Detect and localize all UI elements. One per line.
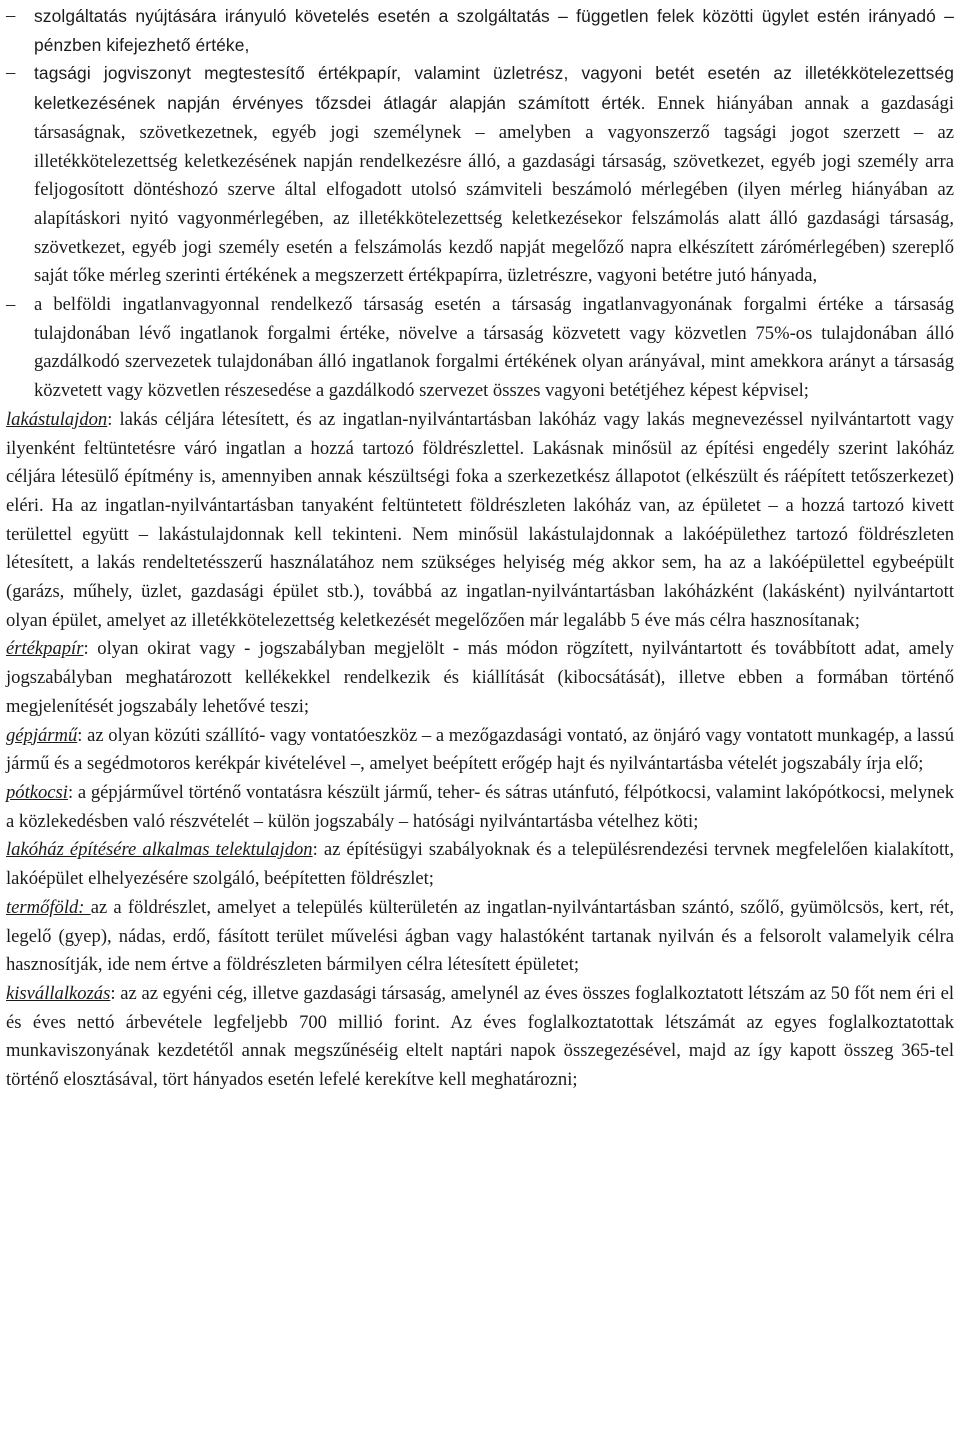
- definition-lakastulajdon: [6, 406, 954, 636]
- definition-gepjarmu: [6, 722, 954, 779]
- definition-term: termőföld:: [6, 896, 91, 918]
- definition-text: : az olyan közúti szállító- vagy vontatóeszköz – a mezőgazdasági vontató, az önjáró vagy vontatott munkagép, a lassú jármű és a segédmotoros kerékpár kivételével –, amelyet beépített erőgép hajt és nyilvántartásba vételét jogszabály írja elő;: [6, 724, 954, 775]
- definition-text: : olyan okirat vagy - jogszabályban megjelölt - más módon rögzített, nyilvántartott és továbbított adat, amely jogszabályban meghatározott kellékekkel rendelkezik és kiállítását (kibocsátását), illetve ebben a formában történő megjelenítését jogszabály lehetővé teszi;: [6, 638, 954, 717]
- definition-term: értékpapír: [6, 638, 84, 660]
- list-item-text: [34, 59, 954, 291]
- definition-term: lakóház építésére alkalmas telektulajdon: [6, 839, 313, 861]
- definition-text: az a földrészlet, amelyet a település külterületén az ingatlan-nyilvántartásban szántó, szőlő, gyümölcsös, kert, rét, legelő (gyep), nádas, erdő, fásított terület művelési ágban vagy halastóként tartanak nyilván és a felsorolt valamelyik célra hasznosítják, ide nem értve a földrészleten bármilyen célra létesített épületet;: [6, 896, 954, 976]
- definition-term: gépjármű: [6, 724, 78, 746]
- definition-kisvallalkozas: [6, 980, 954, 1095]
- definition-term: kisvállalkozás: [6, 982, 111, 1004]
- definition-lakohaz-telektulajdon: [6, 836, 954, 893]
- list-item-text-sans-part: tagsági jogviszonyt megtestesítő értékpapír, valamint üzletrész, vagyoni betét esetén az illetékkötelezettség keletkezésének napján érvényes tőzsdei átlagár alapján számított érték.: [34, 63, 954, 114]
- definition-text: : az az egyéni cég, illetve gazdasági társaság, amelynél az éves összes foglalkoztatott létszám az 50 főt nem éri el és éves nettó árbevétele legfeljebb 700 millió forint. Az éves foglalkoztatottak létszámát az egyes foglalkoztatottak munkaviszonyának kezdetétől annak megszűnéséig eltelt naptári napok összegezésével, majd az így kapott összeg 365-tel történő elosztásával, tört hányados esetén lefelé kerekítve kell meghatározni;: [6, 982, 954, 1091]
- definition-text: : lakás céljára létesített, és az ingatlan-nyilvántartásban lakóház vagy lakás megnevezéssel nyilvántartott vagy ilyenként feltüntetésre váró ingatlan a hozzá tartozó földrészlettel. Lakásnak minősül az építési engedély szerint lakóház céljára létesülő építmény is, amennyiben annak készültségi foka a szerkezetkész állapotot (elkészült és ráépített tetőszerkezet) eléri. Ha az ingatlan-nyilvántartásban tanyaként feltüntetett földrészleten lakóház van, az épületet – a hozzá tartozó kivett területtel együtt – lakástulajdonnak kell tekinteni. Nem minősül lakástulajdonnak a lakóépülethez tartozó földrészleten létesített, a lakás rendeltetésszerű használatához nem szükséges helyiség még akkor sem, ha az a lakóépülettel egybeépült (garázs, műhely, üzlet, gazdasági épület stb.), továbbá az ingatlan-nyilvántartásban lakóházként (lakásként) nyilvántartott olyan épület, amelyet az illetékkötelezettség keletkezését megelőzően már legalább 5 éve más célra hasznosítanak;: [6, 408, 954, 631]
- definition-text: : az építésügyi szabályoknak és a településrendezési tervnek megfelelően kialakított, lakóépület elhelyezésére szolgáló, beépítetten földrészlet;: [6, 839, 954, 890]
- definition-term: pótkocsi: [6, 781, 68, 803]
- dash-marker: –: [6, 62, 16, 84]
- list-item: [6, 291, 954, 406]
- definition-potkocsi: [6, 779, 954, 836]
- list-item-text-serif-part: Ennek hiányában annak a gazdasági társaságnak, szövetkezetnek, egyéb jogi személynek – amelyben a vagyonszerző tagsági jogot szerzett – az illetékkötelezettség keletkezésének napján rendelkezésre álló, a gazdasági társaság, szövetkezet, egyéb jogi személy arra feljogosított döntéshozó szerve által elfogadott utolsó számviteli beszámoló mérlegében (ilyen mérleg hiányában az alapításkori nyitó vagyonmérlegében, az illetékkötelezettség keletkezésekor felszámolás alatt álló gazdasági társaság, szövetkezet, egyéb jogi személy esetén a felszámolás kezdő napját megelőző napra elkészített zárómérlegében) szereplő saját tőke mérleg szerinti értékének a megszerzett értékpapírra, üzletrészre, vagyoni betétre jutó hányada,: [34, 93, 954, 287]
- definition-text: : a gépjárművel történő vontatásra készült jármű, teher- és sátras utánfutó, félpótkocsi, valamint lakópótkocsi, melynek a közlekedésben való részvételét – külön jogszabály – hatósági nyilvántartásba vételhez köti;: [6, 781, 954, 832]
- definition-term: lakástulajdon: [6, 408, 108, 430]
- list-item-text: a belföldi ingatlanvagyonnal rendelkező társaság esetén a társaság ingatlanvagyonának forgalmi értéke a társaság tulajdonában lévő ingatlanok forgalmi értéke, növelve a társaság közvetett vagy közvetlen 75%-os tulajdonában álló gazdálkodó szervezetek tulajdonában álló ingatlanok forgalmi értékének olyan arányával, mint amekkora arányt a társaság közvetett vagy közvetlen részesedése a gazdálkodó szervezet összes vagyoni betétjéhez képest képvisel;: [34, 294, 954, 402]
- dash-marker: –: [6, 5, 16, 26]
- list-item: [6, 2, 954, 59]
- dash-marker: –: [6, 294, 16, 316]
- definition-ertekpapir: [6, 635, 954, 721]
- list-item: [6, 59, 954, 291]
- definition-termofold: [6, 894, 954, 980]
- list-item-text: szolgáltatás nyújtására irányuló követelés esetén a szolgáltatás – független felek közötti ügylet estén irányadó – pénzben kifejezhető értéke,: [34, 6, 954, 55]
